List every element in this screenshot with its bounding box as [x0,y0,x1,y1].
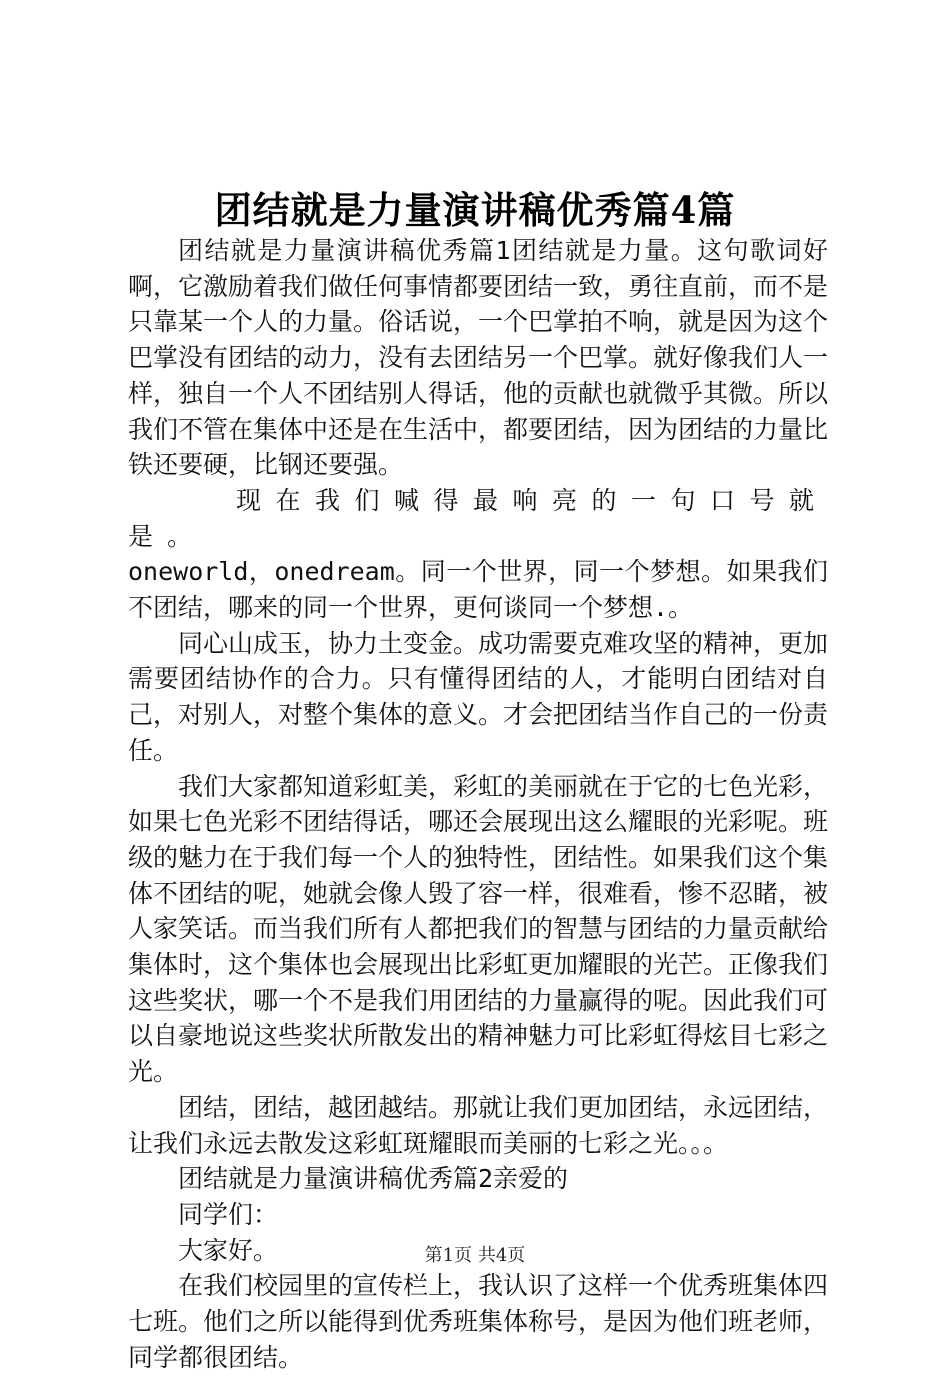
paragraph-6: 团结，团结，越团越结。那就让我们更加团结，永远团结，让我们永远去散发这彩虹斑耀眼而美丽的七彩之光。。。 [128,1092,829,1158]
paragraph-2: 现在我们喊得最响亮的一句口号就是。 [128,485,828,551]
paragraph-4: 同心山成玉，协力土变金。成功需要克难攻坚的精神，更加需要团结协作的合力。只有懂得团结的人，才能明白团结对自己，对别人，对整个集体的意义。才会把团结当作自己的一份责任。 [128,628,829,765]
paragraph-5: 我们大家都知道彩虹美，彩虹的美丽就在于它的七色光彩，如果七色光彩不团结得话，哪还会展现出这么耀眼的光彩呢。班级的魅力在于我们每一个人的独特性，团结性。如果我们这个集体不团结的呢，她就会像人毁了容一样，很难看，惨不忍睹，被人家笑话。而当我们所有人都把我们的智慧与团结的力量贡献给集体时，这个集体也会展现出比彩虹更加耀眼的光芒。正像我们这些奖状，哪一个不是我们用团结的力量赢得的呢。因此我们可以自豪地说这些奖状所散发出的精神魅力可比彩虹得炫目七彩之光。 [128,771,829,1087]
paragraph-9: 大家好。 [178,1235,279,1265]
document-title: 团结就是力量演讲稿优秀篇4篇 [214,188,736,232]
paragraph-1: 团结就是力量演讲稿优秀篇1团结就是力量。这句歌词好啊，它激励着我们做任何事情都要团结一致，勇往直前，而不是只靠某一个人的力量。俗话说，一个巴掌拍不响，就是因为这个巴掌没有团结的动力，没有去团结另一个巴掌。就好像我们人一样，独自一个人不团结别人得话，他的贡献也就微乎其微。所以我们不管在集体中还是在生活中，都要团结，因为团结的力量比铁还要硬，比钢还要强。 [128,236,829,480]
paragraph-3: oneworld，onedream。同一个世界，同一个梦想。如果我们不团结，哪来的同一个世界，更何谈同一个梦想.。 [128,557,828,623]
page-footer: 第1页 共4页 [424,1245,526,1266]
paragraph-8: 同学们： [178,1199,279,1229]
document-body [128,233,828,1376]
paragraph-10: 在我们校园里的宣传栏上，我认识了这样一个优秀班集体四七班。他们之所以能得到优秀班集体称号，是因为他们班老师，同学都很团结。 [128,1271,829,1372]
paragraph-7: 团结就是力量演讲稿优秀篇2亲爱的 [178,1164,569,1194]
